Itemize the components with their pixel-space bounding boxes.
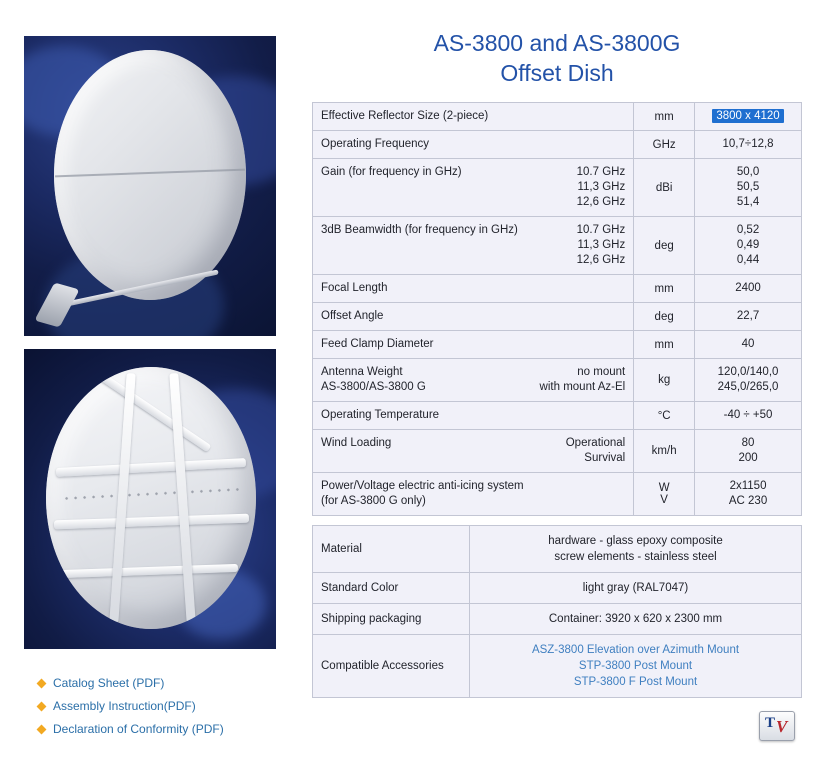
spec-unit: dBi	[634, 159, 695, 217]
spec-name: Shipping packaging	[313, 604, 470, 635]
list-item[interactable]	[38, 699, 298, 713]
spec-value: 50,0 50,5 51,4	[695, 159, 802, 217]
spec-value: 22,7	[695, 303, 802, 331]
table-row	[313, 635, 802, 698]
list-item[interactable]	[38, 722, 298, 736]
spec-value: hardware - glass epoxy composite screw elements - stainless steel	[470, 526, 802, 573]
spec-value: -40 ÷ +50	[695, 402, 802, 430]
spec-name-cell	[313, 359, 634, 402]
tv-logo-icon	[759, 711, 795, 741]
spec-name-cell	[313, 402, 634, 430]
support-rib	[56, 458, 246, 477]
link-declaration-of-conformity[interactable]: Declaration of Conformity (PDF)	[53, 722, 224, 736]
table-row	[313, 526, 802, 573]
spec-subrows: 10.7 GHz 11,3 GHz 12,6 GHz	[576, 166, 626, 208]
spec-name: Operating Frequency	[321, 138, 430, 150]
spec-unit: mm	[634, 275, 695, 303]
spec-name: Power/Voltage electric anti-icing system (for AS-3800 G only)	[321, 480, 524, 507]
spec-name: Standard Color	[313, 573, 470, 604]
spec-value: 2x1150 AC 230	[695, 473, 802, 516]
product-images	[24, 36, 276, 649]
spec-value: 2400	[695, 275, 802, 303]
spec-unit: mm	[634, 331, 695, 359]
spec-value-cell	[695, 103, 802, 131]
spec-name-cell	[313, 131, 634, 159]
status-badge: 3800 x 4120	[712, 109, 783, 123]
spec-name-cell	[313, 217, 634, 275]
spec-unit: mm	[634, 103, 695, 131]
support-rib	[54, 514, 249, 530]
materials-table	[312, 525, 802, 698]
table-row	[313, 103, 802, 131]
diamond-bullet-icon	[37, 678, 47, 688]
diamond-bullet-icon	[37, 701, 47, 711]
support-rib	[60, 564, 238, 578]
table-row	[313, 473, 802, 516]
spec-value: 10,7÷12,8	[695, 131, 802, 159]
table-row	[313, 604, 802, 635]
spec-subrows: Operational Survival	[565, 437, 626, 464]
spec-name-cell	[313, 275, 634, 303]
table-row	[313, 131, 802, 159]
logo-letter-t: T	[765, 715, 776, 731]
spec-name: Compatible Accessories	[313, 635, 470, 698]
specifications-table	[312, 102, 802, 516]
spec-unit: W V	[634, 473, 695, 516]
spec-name-cell	[313, 303, 634, 331]
spec-name: Focal Length	[321, 282, 388, 294]
dish-reflector-rear	[46, 367, 256, 629]
spec-value: 0,52 0,49 0,44	[695, 217, 802, 275]
support-rib	[169, 373, 195, 623]
spec-name-cell	[313, 430, 634, 473]
table-row	[313, 275, 802, 303]
spec-unit: kg	[634, 359, 695, 402]
list-item[interactable]	[38, 676, 298, 690]
spec-subrows: 10.7 GHz 11,3 GHz 12,6 GHz	[576, 224, 626, 266]
link-catalog-sheet[interactable]: Catalog Sheet (PDF)	[53, 676, 165, 690]
spec-panel	[312, 28, 802, 698]
spec-unit: deg	[634, 217, 695, 275]
page-title-line2: Offset Dish	[500, 60, 614, 86]
spec-subrows: no mount with mount Az-El	[539, 366, 626, 393]
table-row	[313, 303, 802, 331]
spec-unit: GHz	[634, 131, 695, 159]
table-row	[313, 402, 802, 430]
spec-value: light gray (RAL7047)	[470, 573, 802, 604]
spec-name-cell	[313, 473, 634, 516]
spec-value: 40	[695, 331, 802, 359]
spec-name: Operating Temperature	[321, 409, 440, 421]
spec-name-cell	[313, 103, 634, 131]
support-rib	[83, 367, 212, 452]
link-assembly-instruction[interactable]: Assembly Instruction(PDF)	[53, 699, 196, 713]
spec-unit: deg	[634, 303, 695, 331]
spec-value: 120,0/140,0 245,0/265,0	[695, 359, 802, 402]
page-title	[312, 28, 802, 88]
spec-name: Antenna Weight AS-3800/AS-3800 G	[321, 366, 426, 393]
document-links	[38, 676, 298, 745]
table-row	[313, 331, 802, 359]
diamond-bullet-icon	[37, 724, 47, 734]
spec-name: Material	[313, 526, 470, 573]
spec-unit: km/h	[634, 430, 695, 473]
compatible-accessories-value: ASZ-3800 Elevation over Azimuth Mount STP-3800 Post Mount STP-3800 F Post Mount	[470, 635, 802, 698]
spec-name-cell	[313, 159, 634, 217]
page-title-line1: AS-3800 and AS-3800G	[433, 30, 681, 56]
table-row	[313, 159, 802, 217]
table-row	[313, 430, 802, 473]
table-row	[313, 217, 802, 275]
spec-unit: °C	[634, 402, 695, 430]
dish-rear-photo	[24, 349, 276, 649]
spec-name-cell	[313, 331, 634, 359]
dish-front-photo	[24, 36, 276, 336]
spec-name: Gain (for frequency in GHz)	[321, 166, 462, 178]
table-row	[313, 573, 802, 604]
spec-name: Feed Clamp Diameter	[321, 338, 434, 350]
rivet-row	[62, 486, 240, 501]
spec-name: Offset Angle	[321, 310, 384, 322]
spec-value: 80 200	[695, 430, 802, 473]
spec-name: 3dB Beamwidth (for frequency in GHz)	[321, 224, 518, 236]
spec-value: Container: 3920 x 620 x 2300 mm	[470, 604, 802, 635]
spec-name: Wind Loading	[321, 437, 392, 449]
logo-letter-v: V	[776, 717, 788, 736]
table-row	[313, 359, 802, 402]
spec-name: Effective Reflector Size (2-piece)	[321, 110, 489, 122]
